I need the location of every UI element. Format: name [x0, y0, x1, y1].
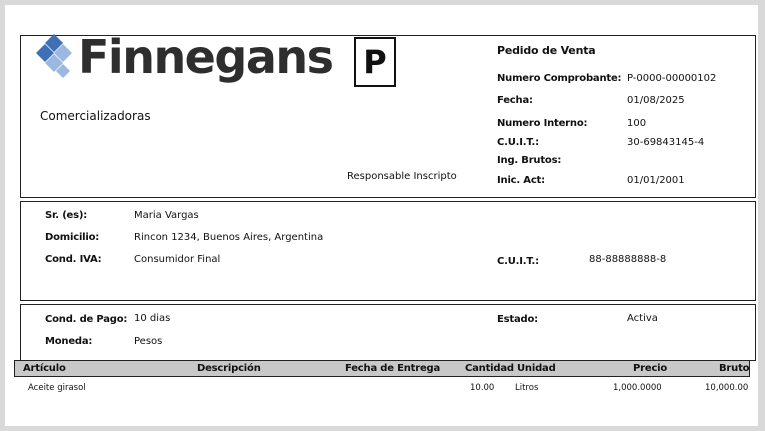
field-label: Numero Interno:	[497, 118, 588, 129]
tax-condition: Responsable Inscripto	[347, 171, 457, 182]
company-type: Comercializadoras	[40, 109, 151, 123]
row-article: Aceite girasol	[28, 383, 86, 393]
col-price: Precio	[633, 363, 668, 374]
field-value: 01/08/2025	[627, 95, 685, 106]
invoice-letter: P	[354, 37, 396, 87]
currency: Pesos	[134, 336, 163, 347]
doc-title: Pedido de Venta	[497, 44, 596, 57]
finnegans-logo-icon	[36, 34, 72, 82]
customer-name-label: Sr. (es):	[45, 210, 88, 221]
field-label: Ing. Brutos:	[497, 155, 562, 166]
field-label: Numero Comprobante:	[497, 73, 622, 84]
currency-label: Moneda:	[45, 336, 93, 347]
customer-address-label: Domicilio:	[45, 232, 100, 243]
field-label: Inic. Act:	[497, 175, 545, 186]
col-gross: Bruto	[719, 363, 750, 374]
field-label: C.U.I.T.:	[497, 137, 539, 148]
col-delivery-date: Fecha de Entrega	[345, 363, 441, 374]
payment-terms: 10 dias	[134, 313, 171, 324]
field-value: 100	[627, 118, 647, 129]
brand-name: Finnegans	[78, 30, 333, 84]
customer-cuit-label: C.U.I.T.:	[497, 256, 539, 267]
customer-iva: Consumidor Final	[134, 254, 221, 265]
field-value: 30-69843145-4	[627, 137, 705, 148]
row-quantity: 10.00	[470, 383, 495, 393]
customer-iva-label: Cond. IVA:	[45, 254, 102, 265]
field-value: 01/01/2001	[627, 175, 685, 186]
row-unit: Litros	[515, 383, 539, 393]
customer-address: Rincon 1234, Buenos Aires, Argentina	[134, 232, 324, 243]
col-description: Descripción	[197, 363, 261, 374]
field-label: Fecha:	[497, 95, 533, 106]
row-price: 1,000.0000	[613, 383, 662, 393]
items-table-header	[14, 360, 750, 377]
field-value: P-0000-00000102	[627, 73, 717, 84]
status-value: Activa	[627, 313, 658, 324]
customer-section	[20, 201, 756, 301]
col-article: Artículo	[23, 363, 66, 374]
status-label: Estado:	[497, 314, 538, 325]
col-unit: Unidad	[517, 363, 556, 374]
row-gross: 10,000.00	[705, 383, 749, 393]
customer-cuit: 88-88888888-8	[589, 254, 667, 265]
customer-name: Maria Vargas	[134, 210, 199, 221]
payment-terms-label: Cond. de Pago:	[45, 314, 128, 325]
col-quantity: Cantidad	[465, 363, 514, 374]
